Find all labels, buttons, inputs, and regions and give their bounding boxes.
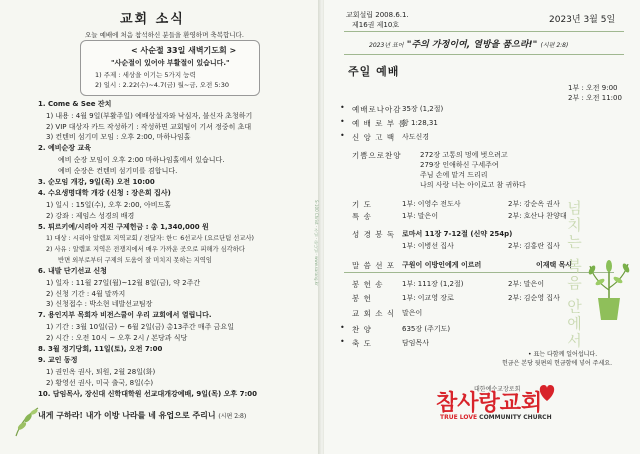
order-value: 나의 사랑 너는 아이로고 참 귀하다: [420, 181, 526, 189]
news-heading: 5. 튀르키예/시리아 지진 구제헌금 : 총 1,340,000 원: [38, 222, 209, 231]
sunday-service-title: 주일 예배: [348, 65, 400, 78]
volume-number: 제16권 제10호: [352, 21, 400, 29]
prayer-box-title: < 사순절 33일 새벽기도회 >: [131, 46, 237, 55]
news-detail: 예비 순장 모임이 오후 2:00 마하나임홀에서 있습니다.: [58, 155, 225, 164]
news-detail: 2) 신청 기간 : 4월 말까지: [46, 289, 126, 298]
founding-date: 교회설립 2008.6.1.: [346, 11, 409, 19]
order-value-second: 2부: 말은이: [508, 280, 545, 288]
order-label: 봉 헌 송: [352, 280, 384, 289]
news-heading: 9. 교인 동정: [38, 356, 78, 365]
standing-dot-icon: •: [340, 131, 345, 140]
news-detail: 3) 신청접수 : 박소현 네발선교팀장: [46, 300, 153, 309]
motto-text: 내게 구하라! 내가 이방 나라를 네 유업으로 주리니 (시편 2:8): [38, 410, 247, 420]
news-detail: 예비 순장은 컨텐비 섬기미를 겸합니다.: [58, 166, 178, 175]
order-label: 교 회 소 식: [352, 309, 396, 318]
order-value-second: 2부: 호산나 찬양대: [508, 212, 567, 220]
order-value: 272장 고통의 멍에 벗으려고: [420, 151, 508, 159]
order-label: 예 배 로 부 름: [352, 119, 407, 128]
year-theme: 2023년 표어 "주의 가정이여, 열방을 품으라!" (시편 2:8): [369, 40, 569, 50]
order-value-second: 2부: 김순영 집사: [508, 294, 560, 302]
news-detail: 2) 황영선 권사, 미국 출국, 8일(수): [46, 378, 154, 387]
order-value-second: 2부: 강순옥 권사: [508, 200, 560, 208]
order-value: 1부: 이병선 집사: [402, 242, 454, 250]
denomination-label: 대한예수교장로회: [474, 386, 521, 393]
news-detail: 2) 시간 : 오전 10시 ~ 오후 2시 / 본당과 식당: [46, 333, 188, 342]
header-divider: [344, 31, 624, 32]
order-label: 예배로나아감: [352, 105, 402, 114]
standing-dot-icon: •: [340, 103, 345, 112]
note-offering: 헌금은 본당 뒷편의 헌금함에 넣어 주세요.: [502, 360, 612, 367]
news-heading: 3. 순모임 개강, 9일(목) 오전 10:00: [38, 177, 155, 186]
spine-text: S-100 Christ · 주님 · 하나님 · www.sarang.kr: [314, 200, 319, 286]
news-heading: 10. 담임목사, 장신대 신학대학원 선교대개강예배, 9일(목) 오후 7:00: [38, 389, 257, 398]
order-label: 기쁨으로찬양: [352, 151, 402, 160]
order-value: 말은이: [402, 309, 423, 317]
order-value: 1부: 111장 (1,2절): [402, 280, 464, 288]
news-detail: 1) 대상 : 시리아 알렙포 지역교회 / 전달자: 한ㄷ 6선교사 (요르단팀 선교사): [46, 235, 254, 243]
order-value: 35장 (1,2절): [402, 105, 444, 113]
news-detail: 1) 권인옥 권사, 퇴원, 2월 28일(화): [46, 367, 156, 376]
news-detail: 1) 일시 : 15일(수), 오후 2:00, 아비드홀: [46, 200, 172, 209]
order-value: 로마서 11장 7-12절 (신약 254p): [402, 230, 513, 238]
order-label: 찬 양: [352, 325, 372, 334]
order-value: 담임목사: [402, 339, 430, 347]
worship-page: [324, 0, 640, 454]
order-label: 말 씀 선 포: [352, 261, 396, 270]
order-value-second: 2부: 김홍란 집사: [508, 242, 560, 250]
order-value: 1부: 이교영 장로: [402, 294, 454, 302]
side-watermark: 넘치는 복음 안에서: [565, 200, 583, 350]
theme-divider: [344, 54, 624, 55]
service-time: 2부 : 오전 11:00: [568, 94, 622, 102]
news-heading: 8. 3월 정기당회, 11일(토), 오전 7:00: [38, 344, 163, 353]
page-title: 교회 소식: [120, 12, 185, 27]
order-label: 성 경 봉 독: [352, 230, 396, 239]
news-heading: 1. Come & See 잔치: [38, 100, 112, 108]
news-detail: 1) 기간 : 3월 10일(금) ~ 6월 2일(금) 총13주간 매주 금요일: [46, 322, 234, 331]
potted-plant-icon: [584, 250, 634, 322]
news-detail: 2) VIP 대상자 카드 작성하기 : 작성하면 교회팀이 기셔 정중히 초대: [46, 122, 252, 131]
order-value: 279장 인애하신 구세주여: [420, 161, 499, 169]
welcome-text: 오늘 예배에 처음 참석하신 분들을 환영하며 축복합니다.: [85, 31, 244, 39]
order-value: 사도신경: [402, 133, 430, 141]
order-label: 봉 헌: [352, 294, 372, 303]
order-value: 구원이 이방인에게 이르러: [402, 261, 482, 269]
church-name-english: TRUE LOVE COMMUNITY CHURCH: [440, 414, 552, 421]
note-standing: • 표는 다함께 일어섭니다.: [528, 351, 598, 358]
order-value-second: 이재택 목사: [536, 261, 573, 269]
order-label: 신 앙 고 백: [352, 133, 396, 142]
news-heading: 4. 수요생명대학 개강 (신청 : 장은희 집사): [38, 189, 171, 198]
prayer-box-quote: "사순절이 있어야 부활절이 있습니다.": [111, 59, 230, 67]
prayer-box-item: 2) 일시 : 2.22(수)~4.7(금) 월~금, 오전 5:30: [95, 81, 229, 89]
news-detail: 2) 강좌 : 제임스 성경의 배경: [46, 211, 135, 220]
order-value: 1부: 말은이: [402, 212, 439, 220]
order-value: 635장 (주기도): [402, 325, 451, 333]
bulletin-date: 2023년 3월 5일: [549, 15, 616, 25]
order-label: 특 송: [352, 212, 372, 221]
order-value: 창 1:28,31: [402, 119, 438, 127]
news-heading: 7. 용인지부 목회자 비전스쿨이 우리 교회에서 열립니다.: [38, 311, 212, 320]
news-detail: 1) 일자 : 11월 27일(월)~12월 8일(금), 약 2주간: [46, 278, 201, 287]
news-heading: 2. 예비순장 교육: [38, 144, 91, 153]
standing-dot-icon: •: [340, 117, 345, 126]
church-name: 참사랑교회: [436, 391, 543, 416]
order-label: 기 도: [352, 200, 372, 209]
standing-dot-icon: •: [340, 337, 345, 346]
order-label: 축 도: [352, 339, 372, 348]
news-heading: 6. 내발 단기선교 신청: [38, 267, 107, 275]
order-value: 1부: 이영수 전도사: [402, 200, 461, 208]
news-detail: 1) 내용 : 4월 9일(부활주일) 예배상설자와 낙심자, 불신자 초청하기: [46, 111, 253, 120]
prayer-box: [80, 40, 260, 96]
prayer-box-item: 1) 주제 : 세상을 이기는 5가지 능력: [95, 71, 196, 79]
service-time: 1부 : 오전 9:00: [568, 84, 618, 92]
news-detail: 2) 사유 : 알렙포 지역은 전쟁지에서 매우 가까운 곳으로 피해가 심각하다: [46, 246, 245, 254]
news-detail: 반면 외부로부터 구제의 도움이 잘 미치지 못하는 지역임: [58, 257, 212, 265]
order-value: 주님 손에 맡겨 드리리: [420, 171, 488, 179]
standing-dot-icon: •: [340, 323, 345, 332]
news-detail: 3) 컨텐비 섬기미 모임 : 오후 2:00, 마하나임홀: [46, 133, 191, 142]
